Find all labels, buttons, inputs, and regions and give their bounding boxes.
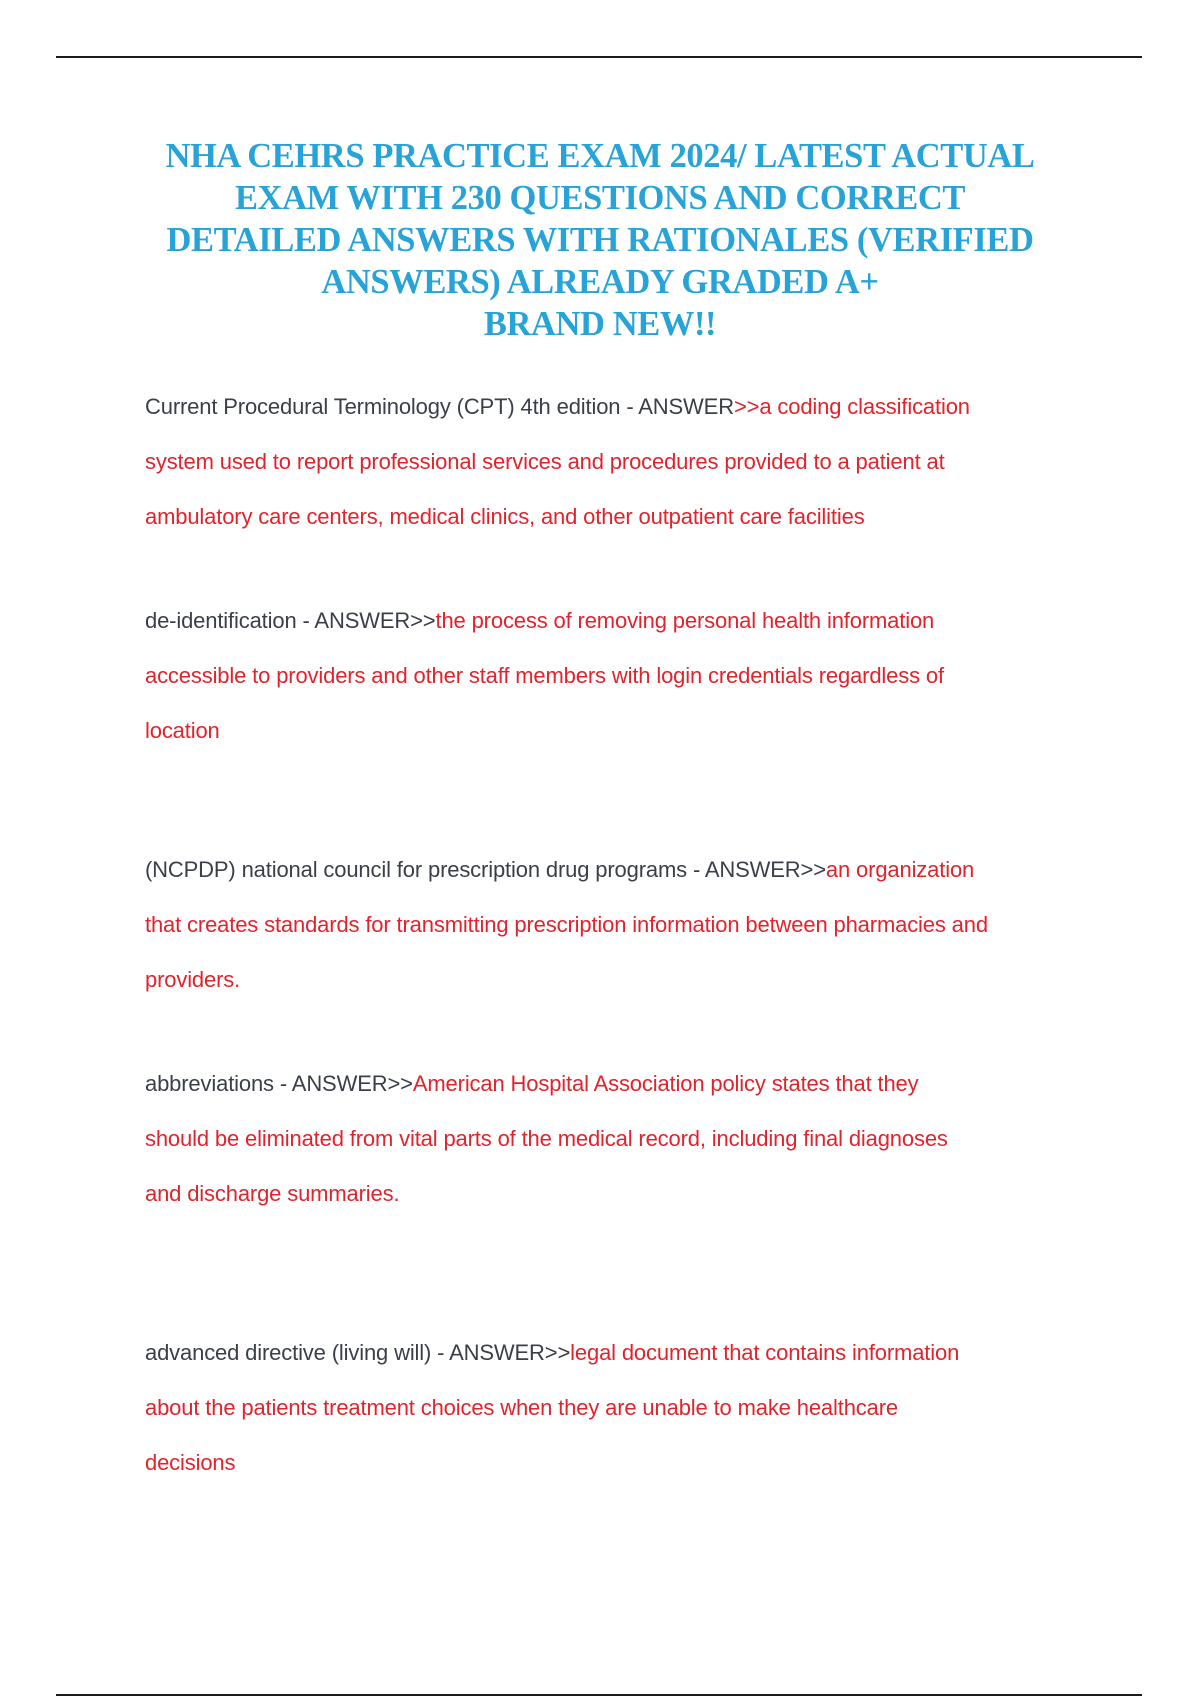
- entry-term: (NCPDP) national council for prescription drug programs - ANSWER>>: [145, 857, 826, 882]
- entry-answer-line: about the patients treatment choices when they are unable to make healthcare: [145, 1395, 898, 1420]
- entry-term: advanced directive (living will) - ANSWER>>: [145, 1340, 571, 1365]
- entry-answer-line: and discharge summaries.: [145, 1181, 400, 1206]
- qa-entry-de-identification: [145, 593, 1105, 758]
- entry-answer-line: system used to report professional services and procedures provided to a patient at: [145, 449, 945, 474]
- qa-entry-advanced-directive: [145, 1325, 1105, 1490]
- title-line: DETAILED ANSWERS WITH RATIONALES (VERIFIED: [166, 221, 1034, 259]
- entry-answer: legal document that contains information: [570, 1340, 960, 1365]
- entry-term: Current Procedural Terminology (CPT) 4th edition - ANSWER: [145, 394, 734, 419]
- entry-first-line: [145, 593, 1105, 648]
- entry-answer: >>a coding classification: [733, 394, 970, 419]
- entry-first-line: [145, 1325, 1105, 1380]
- qa-entry-abbreviations: [145, 1056, 1105, 1221]
- entry-answer: the process of removing personal health information: [435, 608, 935, 633]
- title-line: BRAND NEW!!: [483, 305, 717, 343]
- entry-answer-line: decisions: [145, 1450, 236, 1475]
- title-line: ANSWERS) ALREADY GRADED A+: [321, 263, 879, 301]
- document-title: [120, 135, 1080, 345]
- qa-entry-ncpdp: [145, 842, 1105, 1007]
- entry-answer-line: should be eliminated from vital parts of the medical record, including final diagnoses: [145, 1126, 948, 1151]
- title-line: EXAM WITH 230 QUESTIONS AND CORRECT: [234, 179, 966, 217]
- entry-answer: American Hospital Association policy states that they: [412, 1071, 919, 1096]
- entry-first-line: [145, 379, 1105, 434]
- qa-entry-cpt: [145, 379, 1105, 544]
- top-rule: [56, 56, 1142, 58]
- entry-answer-line: accessible to providers and other staff members with login credentials regardless of: [145, 663, 944, 688]
- entry-answer-line: that creates standards for transmitting prescription information between pharmacies and: [145, 912, 988, 937]
- entry-answer: an organization: [825, 857, 975, 882]
- title-line: NHA CEHRS PRACTICE EXAM 2024/ LATEST ACTUAL: [165, 137, 1035, 175]
- entry-answer-line: location: [145, 718, 220, 743]
- entry-first-line: [145, 1056, 1105, 1111]
- entry-term: abbreviations - ANSWER>>: [145, 1071, 413, 1096]
- entry-answer-line: providers.: [145, 967, 241, 992]
- entry-answer-line: ambulatory care centers, medical clinics, and other outpatient care facilities: [145, 504, 865, 529]
- bottom-rule: [56, 1694, 1142, 1696]
- entry-term: de-identification - ANSWER>>: [145, 608, 436, 633]
- entry-first-line: [145, 842, 1105, 897]
